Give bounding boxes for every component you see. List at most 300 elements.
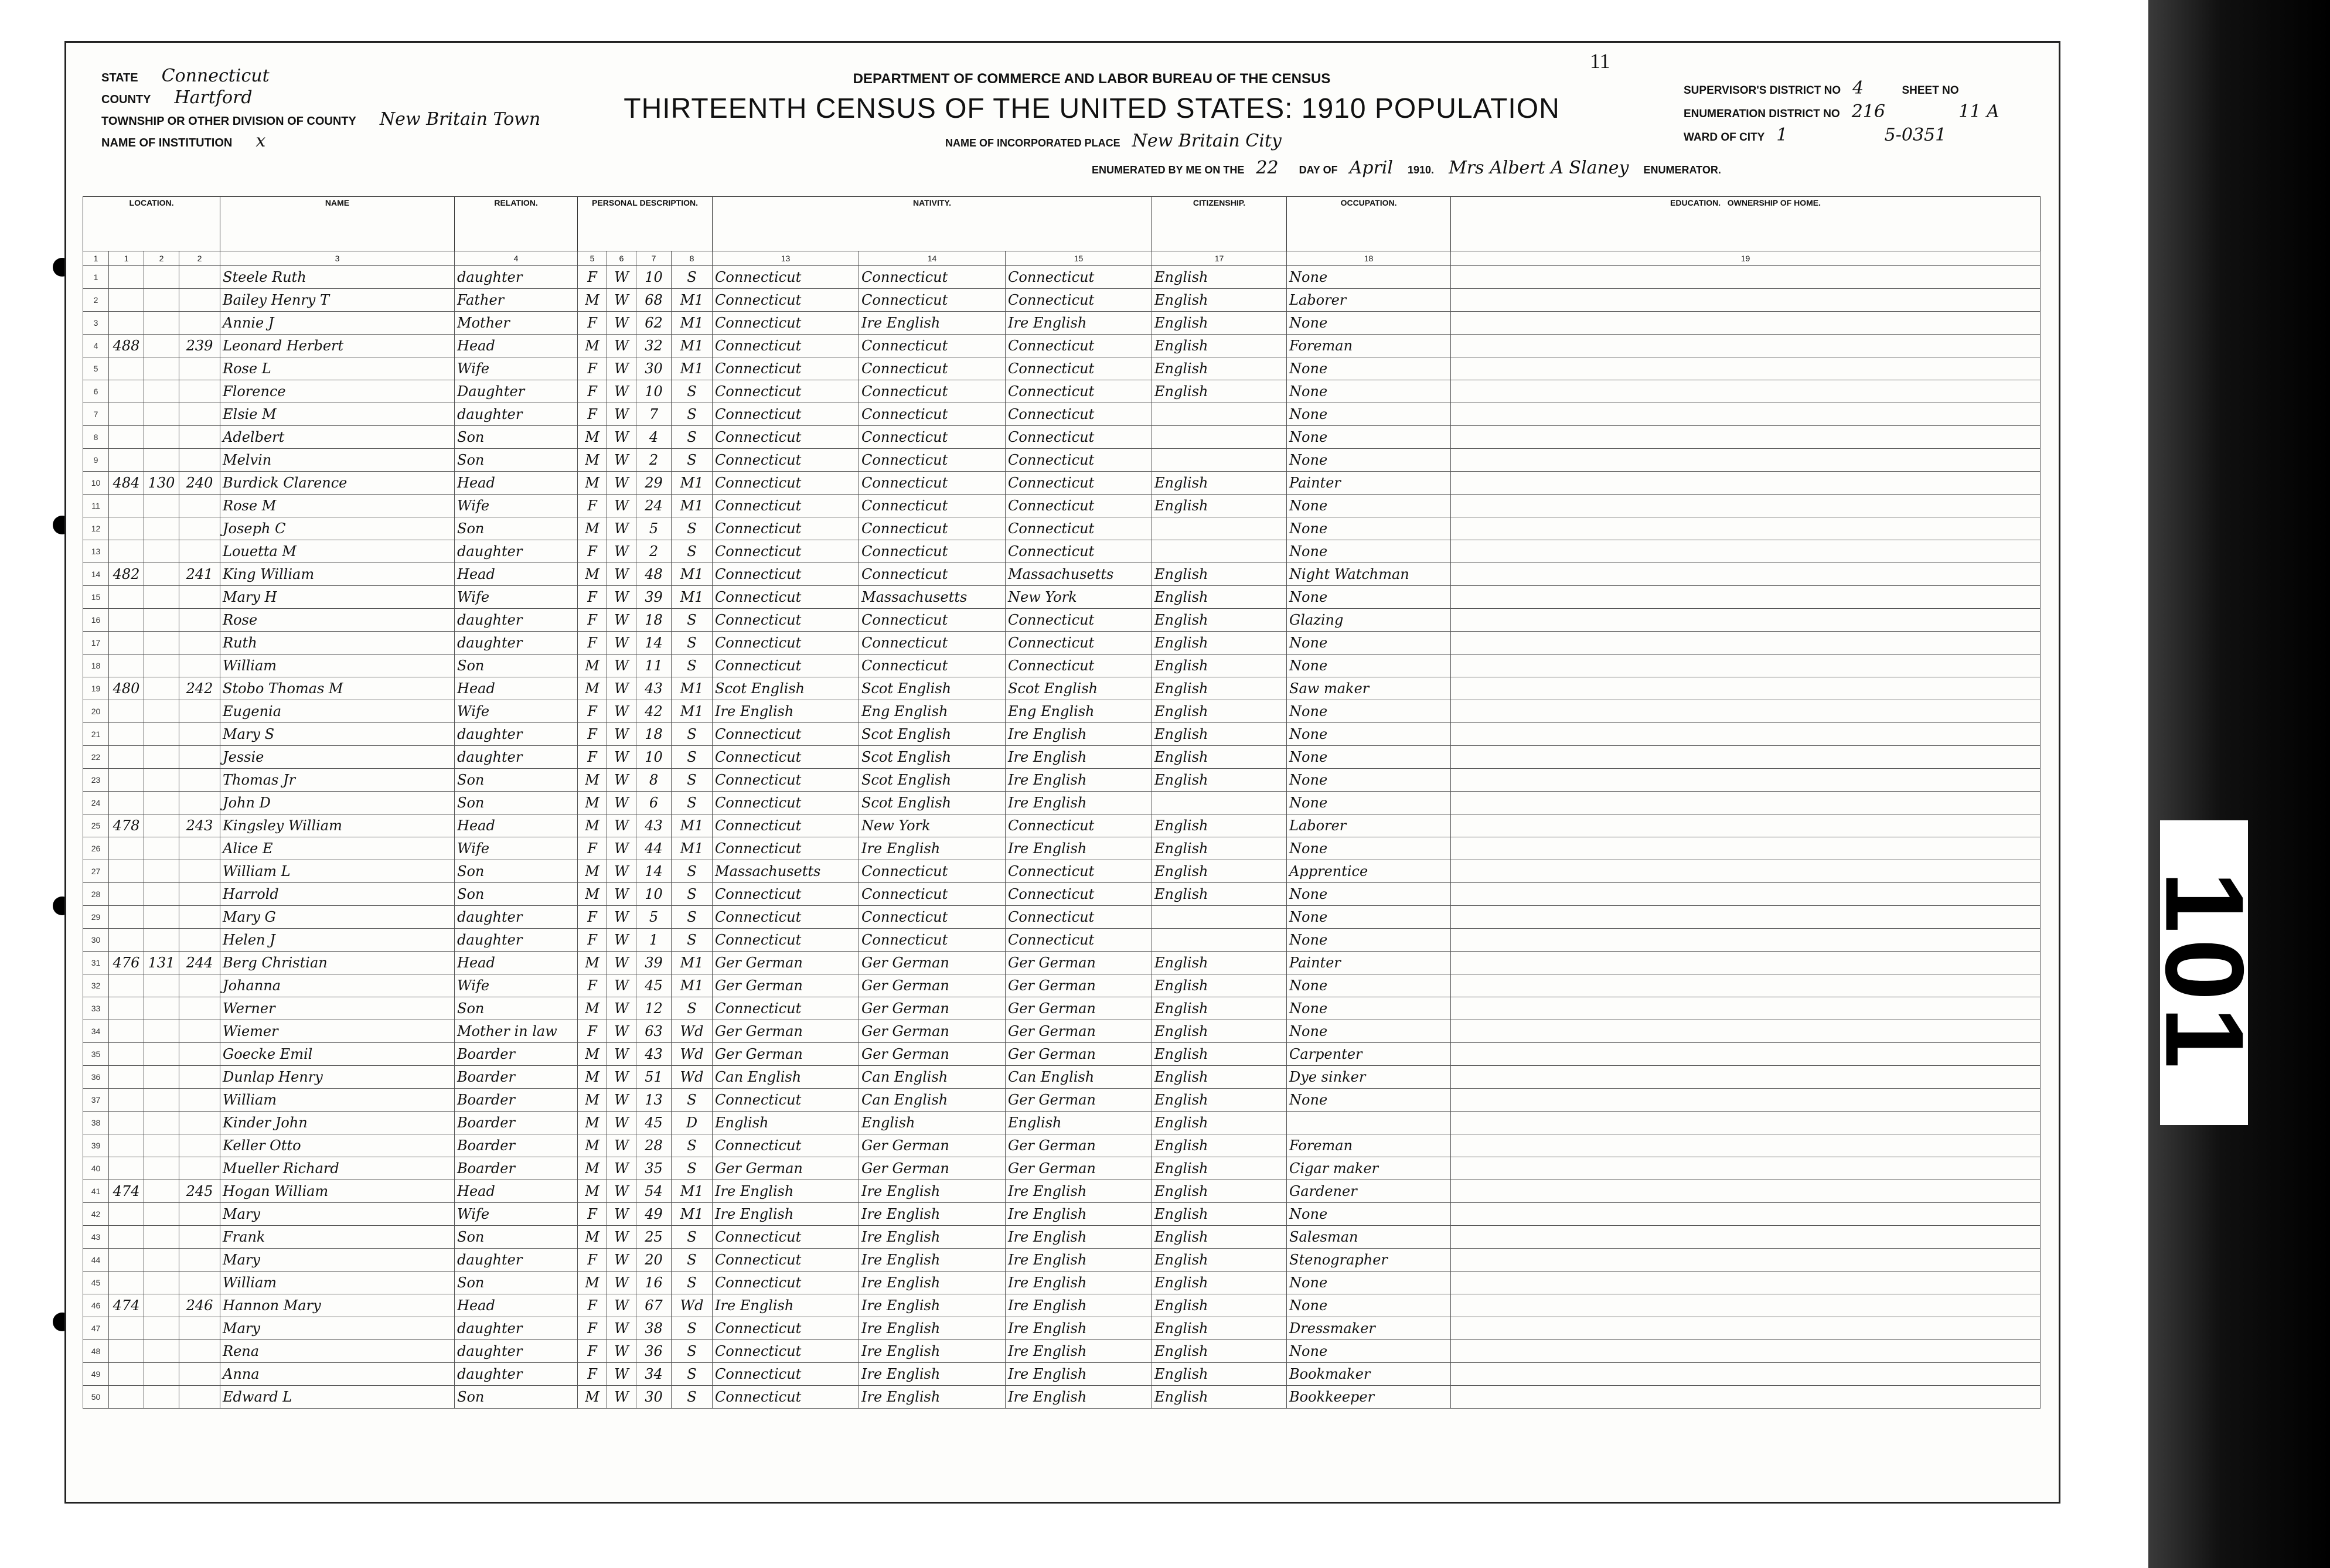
birthplace-mother: Connecticut [1006,906,1152,929]
marital-status: M1 [672,357,713,380]
race: W [607,540,636,563]
person-name: Elsie M [220,403,455,426]
street-number: 476 [109,952,144,974]
family-number [179,403,220,426]
relation: daughter [455,540,578,563]
birthplace-person: English [713,1112,859,1134]
birthplace-mother: Connecticut [1006,335,1152,357]
relation: Head [455,335,578,357]
race: W [607,997,636,1020]
occupation: Laborer [1287,289,1451,312]
column-number: 8 [672,251,713,266]
family-number [179,632,220,655]
birthplace-father: Ire English [859,1203,1006,1226]
age: 35 [636,1157,672,1180]
dwelling-number [144,426,179,449]
relation: Son [455,426,578,449]
remaining-columns [1451,495,2041,517]
sex: F [578,540,607,563]
table-row [83,792,2041,814]
occupation: None [1287,312,1451,335]
person-name: Mueller Richard [220,1157,455,1180]
marital-status: M1 [672,974,713,997]
sex: M [578,1272,607,1294]
age: 6 [636,792,672,814]
sex: M [578,814,607,837]
relation: Son [455,1272,578,1294]
line-number: 35 [83,1043,109,1066]
birthplace-father: Connecticut [859,609,1006,632]
column-number: 14 [859,251,1006,266]
remaining-columns [1451,586,2041,609]
remaining-columns [1451,517,2041,540]
table-row [83,952,2041,974]
birthplace-mother: Ire English [1006,1317,1152,1340]
line-number: 40 [83,1157,109,1180]
birthplace-person: Can English [713,1066,859,1089]
occupation: Night Watchman [1287,563,1451,586]
birthplace-person: Ger German [713,1043,859,1066]
dwelling-number [144,837,179,860]
street-number [109,586,144,609]
census-table [83,196,2041,1409]
relation: Son [455,860,578,883]
enumerated-label: ENUMERATED BY ME ON THE [1092,164,1245,176]
family-number: 239 [179,335,220,357]
table-row [83,1386,2041,1409]
occupation: None [1287,403,1451,426]
street-number [109,1272,144,1294]
language: English [1152,814,1287,837]
occupation: None [1287,540,1451,563]
birthplace-person: Connecticut [713,1134,859,1157]
marital-status: S [672,746,713,769]
birthplace-person: Connecticut [713,1386,859,1409]
reference-number: 5-0351 [1884,125,1947,145]
street-number [109,266,144,289]
remaining-columns [1451,1203,2041,1226]
family-number: 246 [179,1294,220,1317]
language: English [1152,266,1287,289]
column-number: 13 [713,251,859,266]
marital-status: S [672,1386,713,1409]
table-row [83,1294,2041,1317]
birthplace-father: Ire English [859,1226,1006,1249]
occupation: None [1287,1020,1451,1043]
family-number [179,1157,220,1180]
dwelling-number [144,860,179,883]
table-row [83,540,2041,563]
relation: Wife [455,495,578,517]
occupation: None [1287,426,1451,449]
relation: Boarder [455,1066,578,1089]
birthplace-mother: Connecticut [1006,929,1152,952]
family-number [179,540,220,563]
birthplace-person: Ger German [713,952,859,974]
remaining-columns [1451,792,2041,814]
language: English [1152,1226,1287,1249]
birthplace-father: Ire English [859,1294,1006,1317]
dwelling-number [144,769,179,792]
table-row [83,814,2041,837]
family-number: 240 [179,472,220,495]
language: English [1152,1112,1287,1134]
age: 39 [636,952,672,974]
language: English [1152,563,1287,586]
table-row [83,1020,2041,1043]
birthplace-father: Connecticut [859,357,1006,380]
birthplace-father: Connecticut [859,906,1006,929]
street-number [109,792,144,814]
language: English [1152,1157,1287,1180]
birthplace-father: Ger German [859,974,1006,997]
street-number: 474 [109,1294,144,1317]
age: 12 [636,997,672,1020]
street-number [109,357,144,380]
person-name: Rose M [220,495,455,517]
occupation: Painter [1287,472,1451,495]
person-name: Mary [220,1249,455,1272]
birthplace-father: Connecticut [859,266,1006,289]
marital-status: M1 [672,677,713,700]
language [1152,449,1287,472]
birthplace-mother: Ire English [1006,1340,1152,1363]
col-header-citizenship: CITIZENSHIP. [1152,197,1287,251]
relation: Boarder [455,1043,578,1066]
birthplace-father: Scot English [859,723,1006,746]
age: 18 [636,609,672,632]
race: W [607,380,636,403]
birthplace-father: English [859,1112,1006,1134]
birthplace-mother: Connecticut [1006,517,1152,540]
street-number: 478 [109,814,144,837]
family-number [179,380,220,403]
occupation: None [1287,1272,1451,1294]
street-number [109,1340,144,1363]
family-number [179,1112,220,1134]
remaining-columns [1451,380,2041,403]
marital-status: S [672,906,713,929]
birthplace-person: Connecticut [713,266,859,289]
occupation: None [1287,906,1451,929]
remaining-columns [1451,1180,2041,1203]
marital-status: Wd [672,1043,713,1066]
family-number [179,974,220,997]
sex: F [578,1294,607,1317]
sex: M [578,289,607,312]
dwelling-number [144,1317,179,1340]
dwelling-number [144,312,179,335]
line-number: 15 [83,586,109,609]
street-number [109,1249,144,1272]
marital-status: S [672,1340,713,1363]
birthplace-father: Connecticut [859,540,1006,563]
occupation: Stenographer [1287,1249,1451,1272]
remaining-columns [1451,540,2041,563]
birthplace-person: Scot English [713,677,859,700]
birthplace-person: Connecticut [713,906,859,929]
age: 30 [636,357,672,380]
age: 8 [636,769,672,792]
family-number [179,449,220,472]
marital-status: S [672,517,713,540]
birthplace-person: Connecticut [713,335,859,357]
person-name: Frank [220,1226,455,1249]
sex: M [578,563,607,586]
table-row [83,1317,2041,1340]
column-number: 2 [179,251,220,266]
street-number [109,289,144,312]
occupation: None [1287,380,1451,403]
race: W [607,906,636,929]
dwelling-number [144,1066,179,1089]
sex: M [578,449,607,472]
family-number [179,495,220,517]
person-name: Adelbert [220,426,455,449]
dwelling-number [144,1180,179,1203]
race: W [607,860,636,883]
race: W [607,586,636,609]
occupation: None [1287,1294,1451,1317]
birthplace-person: Connecticut [713,1363,859,1386]
language: English [1152,677,1287,700]
col-header-name: NAME [220,197,455,251]
column-number: 3 [220,251,455,266]
dwelling-number [144,1272,179,1294]
line-number: 16 [83,609,109,632]
occupation: Apprentice [1287,860,1451,883]
family-number: 241 [179,563,220,586]
table-row [83,1089,2041,1112]
remaining-columns [1451,929,2041,952]
family-number [179,289,220,312]
race: W [607,723,636,746]
table-row [83,1272,2041,1294]
person-name: William [220,1089,455,1112]
state-value: Connecticut [161,66,270,86]
dwelling-number [144,540,179,563]
street-number: 482 [109,563,144,586]
marital-status: M1 [672,312,713,335]
birthplace-mother: New York [1006,586,1152,609]
language: English [1152,746,1287,769]
dwelling-number [144,1386,179,1409]
sex: M [578,517,607,540]
remaining-columns [1451,952,2041,974]
relation: Head [455,1180,578,1203]
dwelling-number [144,266,179,289]
birthplace-father: Connecticut [859,929,1006,952]
line-number: 32 [83,974,109,997]
header-left [101,66,540,153]
marital-status: M1 [672,586,713,609]
age: 11 [636,655,672,677]
dwelling-number [144,746,179,769]
occupation: None [1287,655,1451,677]
line-number: 5 [83,357,109,380]
col-header-education: EDUCATION. [1670,198,1721,207]
line-number: 2 [83,289,109,312]
marital-status: S [672,792,713,814]
occupation: None [1287,723,1451,746]
street-number [109,837,144,860]
birthplace-mother: Ire English [1006,746,1152,769]
family-number [179,1043,220,1066]
line-number: 50 [83,1386,109,1409]
race: W [607,974,636,997]
birthplace-father: Connecticut [859,335,1006,357]
sex: F [578,1363,607,1386]
sex: M [578,655,607,677]
family-number [179,357,220,380]
birthplace-father: Connecticut [859,883,1006,906]
marital-status: S [672,449,713,472]
birthplace-person: Connecticut [713,769,859,792]
occupation: None [1287,837,1451,860]
birthplace-father: Ire English [859,312,1006,335]
person-name: Eugenia [220,700,455,723]
dwelling-number: 131 [144,952,179,974]
enumeration-value: 216 [1851,101,1885,122]
line-number: 3 [83,312,109,335]
occupation: None [1287,792,1451,814]
marital-status: S [672,540,713,563]
language: English [1152,586,1287,609]
birthplace-father: Connecticut [859,449,1006,472]
occupation: None [1287,769,1451,792]
table-row [83,289,2041,312]
street-number [109,1226,144,1249]
street-number [109,380,144,403]
line-number: 42 [83,1203,109,1226]
person-name: Annie J [220,312,455,335]
language: English [1152,289,1287,312]
street-number [109,860,144,883]
family-number [179,746,220,769]
birthplace-mother: Ire English [1006,1203,1152,1226]
table-row [83,563,2041,586]
birthplace-mother: Ire English [1006,1294,1152,1317]
family-number [179,586,220,609]
language: English [1152,380,1287,403]
race: W [607,426,636,449]
enumerated-day: 22 [1256,158,1279,178]
remaining-columns [1451,723,2041,746]
table-row [83,1249,2041,1272]
sex: F [578,1203,607,1226]
birthplace-father: Connecticut [859,632,1006,655]
race: W [607,495,636,517]
dwelling-number [144,700,179,723]
dwelling-number [144,1363,179,1386]
marital-status: M1 [672,952,713,974]
race: W [607,1386,636,1409]
ward-value: 1 [1776,125,1788,145]
marital-status: M1 [672,563,713,586]
birthplace-person: Ger German [713,1020,859,1043]
person-name: Werner [220,997,455,1020]
birthplace-person: Massachusetts [713,860,859,883]
age: 25 [636,1226,672,1249]
birthplace-mother: Ire English [1006,1386,1152,1409]
dwelling-number [144,335,179,357]
person-name: Mary H [220,586,455,609]
remaining-columns [1451,266,2041,289]
birthplace-mother: Massachusetts [1006,563,1152,586]
language: English [1152,1363,1287,1386]
sex: F [578,1340,607,1363]
relation: Boarder [455,1157,578,1180]
remaining-columns [1451,1157,2041,1180]
column-number: 17 [1152,251,1287,266]
marital-status: S [672,723,713,746]
street-number [109,517,144,540]
sex: M [578,677,607,700]
language [1152,517,1287,540]
family-number [179,312,220,335]
age: 13 [636,1089,672,1112]
remaining-columns [1451,883,2041,906]
age: 4 [636,426,672,449]
birthplace-mother: Connecticut [1006,860,1152,883]
birthplace-father: Can English [859,1089,1006,1112]
birthplace-father: Scot English [859,769,1006,792]
language: English [1152,1294,1287,1317]
person-name: Anna [220,1363,455,1386]
birthplace-mother: Eng English [1006,700,1152,723]
line-number: 31 [83,952,109,974]
remaining-columns [1451,1386,2041,1409]
table-row [83,906,2041,929]
person-name: King William [220,563,455,586]
dwelling-number [144,723,179,746]
day-of-label: DAY OF [1299,164,1338,176]
dwelling-number [144,1226,179,1249]
race: W [607,1294,636,1317]
race: W [607,449,636,472]
dwelling-number [144,1134,179,1157]
family-number [179,883,220,906]
birthplace-mother: Connecticut [1006,540,1152,563]
relation: Head [455,472,578,495]
enumeration-label: ENUMERATION DISTRICT NO [1684,108,1840,120]
relation: daughter [455,906,578,929]
birthplace-person: Connecticut [713,426,859,449]
birthplace-mother: Ire English [1006,1226,1152,1249]
language [1152,906,1287,929]
remaining-columns [1451,609,2041,632]
township-value: New Britain Town [379,109,541,129]
remaining-columns [1451,769,2041,792]
table-row [83,1340,2041,1363]
dwelling-number [144,883,179,906]
occupation: None [1287,586,1451,609]
family-number [179,1386,220,1409]
dwelling-number [144,609,179,632]
marital-status: S [672,1363,713,1386]
person-name: Louetta M [220,540,455,563]
family-number [179,700,220,723]
occupation: None [1287,883,1451,906]
marital-status: M1 [672,472,713,495]
person-name: Bailey Henry T [220,289,455,312]
age: 14 [636,860,672,883]
language: English [1152,632,1287,655]
race: W [607,1340,636,1363]
age: 45 [636,974,672,997]
table-row [83,1157,2041,1180]
birthplace-father: Connecticut [859,517,1006,540]
